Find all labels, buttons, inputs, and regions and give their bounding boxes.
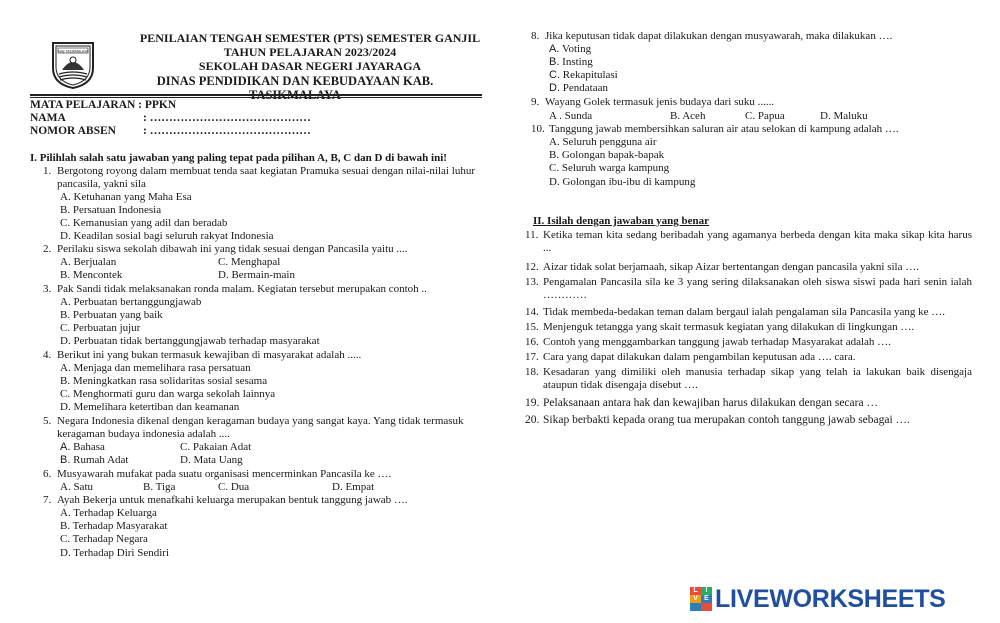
- question-9: 9. Wayang Golek termasuk jenis budaya dari suku ......: [531, 96, 775, 108]
- q9-option-a[interactable]: A . Sunda: [549, 110, 593, 122]
- q8-option-d[interactable]: D. Pendataan: [549, 82, 608, 94]
- district-emblem-icon: [50, 40, 96, 90]
- q2-option-b[interactable]: B. Mencontek: [60, 269, 123, 281]
- q1-option-b[interactable]: B. Persatuan Indonesia: [60, 204, 162, 216]
- q10-option-b[interactable]: B. Golongan bapak-bapak: [549, 149, 665, 161]
- q3-option-a[interactable]: A. Perbuatan bertanggungjawab: [60, 296, 202, 308]
- q4-option-b[interactable]: B. Meningkatkan rasa solidaritas sosial sesama: [60, 375, 268, 387]
- q8-option-c[interactable]: C. Rekapitulasi: [549, 69, 618, 81]
- q6-option-b[interactable]: B. Tiga: [143, 481, 176, 493]
- q3-option-b[interactable]: B. Perbuatan yang baik: [60, 309, 163, 321]
- essay-11[interactable]: 11. Ketika teman kita sedang beribadah yang agamanya berbeda dengan kita maka sikap kita harus ...: [525, 229, 972, 254]
- question-1: 1. Bergotong royong dalam membuat tenda saat kegiatan Pramuka sesuai dengan nilai-nilai luhur pancasila, yakni sila: [43, 165, 475, 190]
- liveworksheets-wordmark: LIVEWORKSHEETS: [715, 584, 946, 613]
- q10-option-c[interactable]: C. Seluruh warga kampung: [549, 162, 670, 174]
- q3-option-c[interactable]: C. Perbuatan jujur: [60, 322, 141, 334]
- q2-option-a[interactable]: A. Berjualan: [60, 256, 117, 268]
- q1-option-d[interactable]: D. Keadilan sosial bagi seluruh rakyat Indonesia: [60, 230, 274, 242]
- question-3: 3. Pak Sandi tidak melaksanakan ronda malam. Kegiatan tersebut merupakan contoh ..: [43, 283, 427, 295]
- q10-option-d[interactable]: D. Golongan ibu-ibu di kampung: [549, 176, 696, 188]
- q5-option-b[interactable]: B. Rumah Adat: [60, 454, 129, 466]
- header-rule-thick: [30, 94, 482, 96]
- essay-15[interactable]: 15. Menjenguk tetangga yang skait termasuk kegiatan yang dilakukan di lingkungan ….: [525, 321, 915, 333]
- header-department: DINAS PENDIDIKAN DAN KEBUDAYAAN KAB. TASIKMALAYA: [156, 74, 434, 102]
- essay-18[interactable]: 18. Kesadaran yang dimiliki oleh manusia terhadap sikap yang telah ia lakukan baik disengaja ataupun tidak disengaja disebut ….: [525, 366, 972, 391]
- question-8: 8. Jika keputusan tidak dapat dilakukan dengan musyawarah, maka dilakukan ….: [531, 30, 893, 42]
- q2-option-c[interactable]: C. Menghapal: [218, 256, 281, 268]
- q8-option-a[interactable]: A. Voting: [549, 43, 592, 55]
- q4-option-a[interactable]: A. Menjaga dan memelihara rasa persatuan: [60, 362, 251, 374]
- liveworksheets-logo[interactable]: [690, 584, 946, 614]
- essay-16[interactable]: 16. Contoh yang menggambarkan tanggung jawab terhadap Masyarakat adalah ….: [525, 336, 891, 348]
- question-10: 10. Tanggung jawab membersihkan saluran air atau selokan di kampung adalah ….: [531, 123, 899, 135]
- liveworksheets-icon: L I V E: [690, 587, 712, 611]
- question-6: 6. Musyawarah mufakat pada suatu organisasi mencerminkan Pancasila ke ….: [43, 468, 392, 480]
- subject-field: MATA PELAJARAN : PPKN: [30, 99, 177, 111]
- svg-text:KAB TASIKMALAYA: KAB TASIKMALAYA: [57, 49, 89, 54]
- q8-option-b[interactable]: B. Insting: [549, 56, 593, 68]
- q4-option-c[interactable]: C. Menghormati guru dan warga sekolah lainnya: [60, 388, 276, 400]
- q4-option-d[interactable]: D. Memelihara ketertiban dan keamanan: [60, 401, 240, 413]
- absen-field[interactable]: NOMOR ABSEN : ……………………………………: [30, 125, 311, 137]
- section-1-title: I. Pilihlah salah satu jawaban yang paling tepat pada pilihan A, B, C dan D di bawah ini!: [30, 152, 447, 164]
- q10-option-a[interactable]: A. Seluruh pengguna air: [549, 136, 657, 148]
- section-2-title: II. Isilah dengan jawaban yang benar: [533, 215, 710, 227]
- q1-option-c[interactable]: C. Kemanusian yang adil dan beradab: [60, 217, 228, 229]
- header-rule-thin: [30, 97, 482, 98]
- essay-14[interactable]: 14. Tidak membeda-bedakan teman dalam bergaul ialah pengalaman sila Pancasila yang ke ….: [525, 306, 945, 318]
- q2-option-d[interactable]: D. Bermain-main: [218, 269, 295, 281]
- question-2: 2. Perilaku siswa sekolah dibawah ini yang tidak sesuai dengan Pancasila yaitu ....: [43, 243, 408, 255]
- question-4: 4. Berikut ini yang bukan termasuk kewajiban di masyarakat adalah .....: [43, 349, 362, 361]
- q9-option-c[interactable]: C. Papua: [745, 110, 785, 122]
- q5-option-d[interactable]: D. Mata Uang: [180, 454, 243, 466]
- q7-option-c[interactable]: C. Terhadap Negara: [60, 533, 148, 545]
- q5-option-c[interactable]: C. Pakaian Adat: [180, 441, 252, 453]
- q5-option-a[interactable]: A. Bahasa: [60, 441, 105, 453]
- q9-option-b[interactable]: B. Aceh: [670, 110, 706, 122]
- q9-option-d[interactable]: D. Maluku: [820, 110, 868, 122]
- header-year: TAHUN PELAJARAN 2023/2024: [223, 45, 397, 59]
- essay-13[interactable]: 13. Pengamalan Pancasila sila ke 3 yang sering dilaksanakan oleh siswa siswi pada hari senin ialah …………: [525, 276, 972, 301]
- essay-17[interactable]: 17. Cara yang dapat dilakukan dalam pengambilan keputusan ada …. cara.: [525, 351, 856, 363]
- header-school: SEKOLAH DASAR NEGERI JAYARAGA: [198, 59, 422, 73]
- essay-20[interactable]: 20. Sikap berbakti kepada orang tua merupakan contoh tanggung jawab sebagai ….: [525, 414, 910, 426]
- q7-option-b[interactable]: B. Terhadap Masyarakat: [60, 520, 168, 532]
- name-field[interactable]: NAMA : ……………………………………: [30, 112, 311, 124]
- q7-option-a[interactable]: A. Terhadap Keluarga: [60, 507, 157, 519]
- essay-12[interactable]: 12. Aizar tidak solat berjamaah, sikap Aizar bertentangan dengan pancasila yakni sila ….: [525, 261, 919, 273]
- question-5: 5. Negara Indonesia dikenal dengan keragaman budaya yang sangat kaya. Yang tidak termasuk keragaman budaya indonesia adalah ....: [43, 415, 464, 440]
- district-logo: [50, 40, 96, 90]
- q6-option-c[interactable]: C. Dua: [218, 481, 250, 493]
- q1-option-a[interactable]: A. Ketuhanan yang Maha Esa: [60, 191, 192, 203]
- q7-option-d[interactable]: D. Terhadap Diri Sendiri: [60, 547, 170, 559]
- essay-19[interactable]: 19. Pelaksanaan antara hak dan kewajiban harus dilakukan dengan secara …: [525, 397, 878, 409]
- q3-option-d[interactable]: D. Perbuatan tidak bertanggungjawab terhadap masyarakat: [60, 335, 320, 347]
- q6-option-d[interactable]: D. Empat: [332, 481, 375, 493]
- question-7: 7. Ayah Bekerja untuk menafkahi keluarga merupakan bentuk tanggung jawab ….: [43, 494, 408, 506]
- header-title: PENILAIAN TENGAH SEMESTER (PTS) SEMESTER GANJIL: [139, 31, 481, 45]
- q6-option-a[interactable]: A. Satu: [60, 481, 93, 493]
